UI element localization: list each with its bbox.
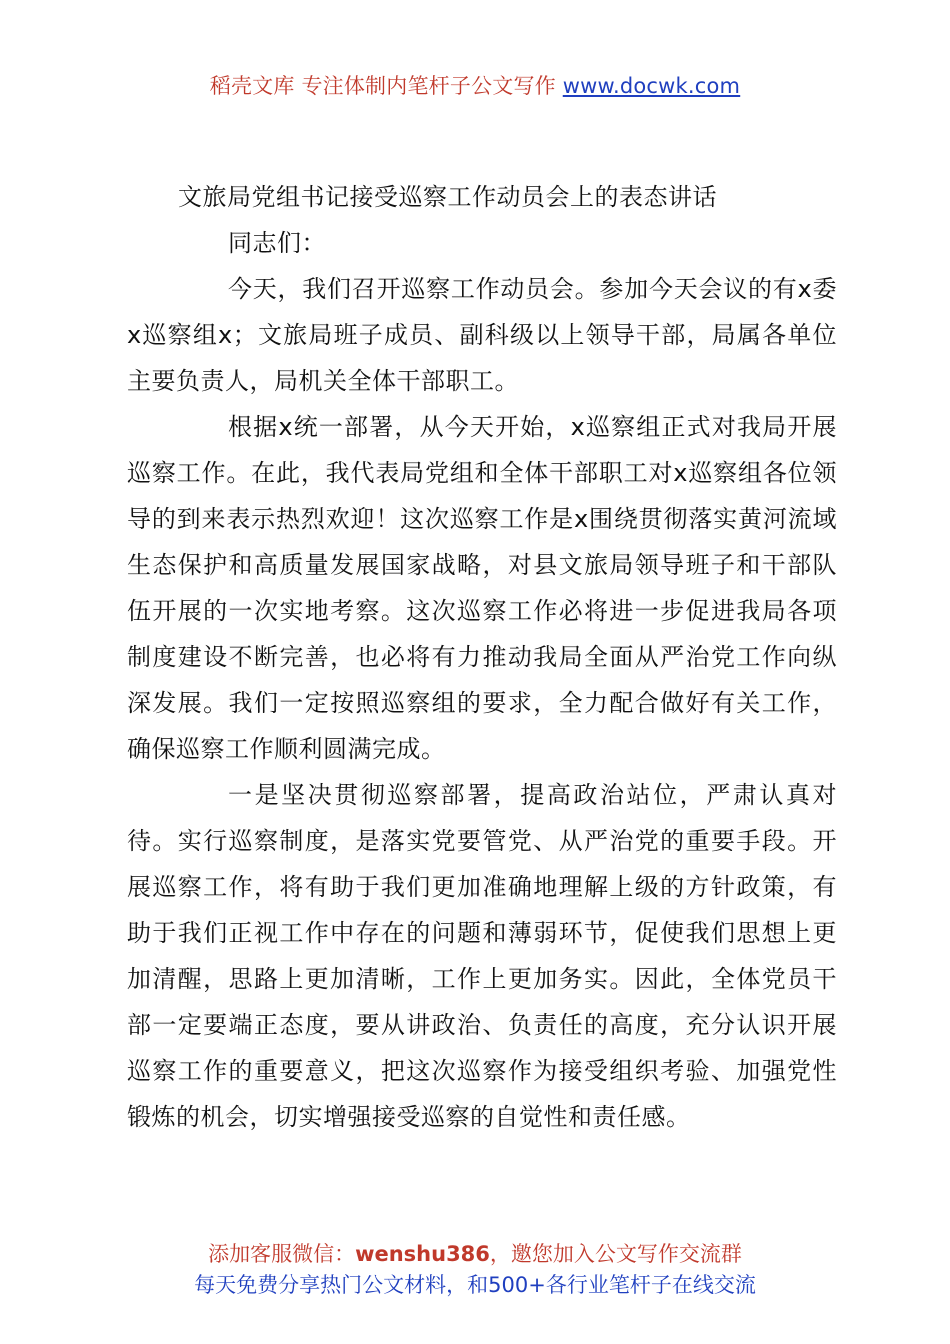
paragraph-2: 根据x统一部署，从今天开始，x巡察组正式对我局开展巡察工作。在此，我代表局党组和全体干部职工对x巡察组各位领导的到来表示热烈欢迎！这次巡察工作是x围绕贯彻落实黄河流域生态保护和高质量发展国家战略，对县文旅局领导班子和干部队伍开展的一次实地考察。这次巡察工作必将进一步促进我局各项制度建设不断完善，也必将有力推动我局全面从严治党工作向纵深发展。我们一定按照巡察组的要求，全力配合做好有关工作，确保巡察工作顺利圆满完成。 — [127, 413, 837, 763]
brand-text: 稻壳文库 专注体制内笔杆子公文写作 — [209, 74, 556, 98]
wechat-id: wenshu386 — [355, 1242, 490, 1266]
salutation: 同志们： — [228, 229, 326, 257]
document-body — [127, 174, 837, 1140]
paragraph-3: 一是坚决贯彻巡察部署，提高政治站位，严肃认真对待。实行巡察制度，是落实党要管党、从严治党的重要手段。开展巡察工作，将有助于我们更加准确地理解上级的方针政策，有助于我们正视工作中存在的问题和薄弱环节，促使我们思想上更加清醒，思路上更加清晰，工作上更加务实。因此，全体党员干部一定要端正态度，要从讲政治、负责任的高度，充分认识开展巡察工作的重要意义，把这次巡察作为接受组织考验、加强党性锻炼的机会，切实增强接受巡察的自觉性和责任感。 — [127, 781, 837, 1131]
page-header — [0, 70, 950, 100]
footer-contact-line — [0, 1239, 950, 1270]
document-title: 文旅局党组书记接受巡察工作动员会上的表态讲话 — [178, 183, 717, 211]
page-footer — [0, 1239, 950, 1301]
footer-contact-prefix: 添加客服微信： — [208, 1242, 356, 1266]
footer-contact-suffix: ，邀您加入公文写作交流群 — [489, 1242, 742, 1266]
site-link[interactable]: www.docwk.com — [562, 74, 741, 98]
footer-promo-line: 每天免费分享热门公文材料，和500+各行业笔杆子在线交流 — [194, 1273, 756, 1297]
paragraph-1: 今天，我们召开巡察工作动员会。参加今天会议的有x委x巡察组x；文旅局班子成员、副科级以上领导干部，局属各单位主要负责人，局机关全体干部职工。 — [127, 275, 837, 395]
